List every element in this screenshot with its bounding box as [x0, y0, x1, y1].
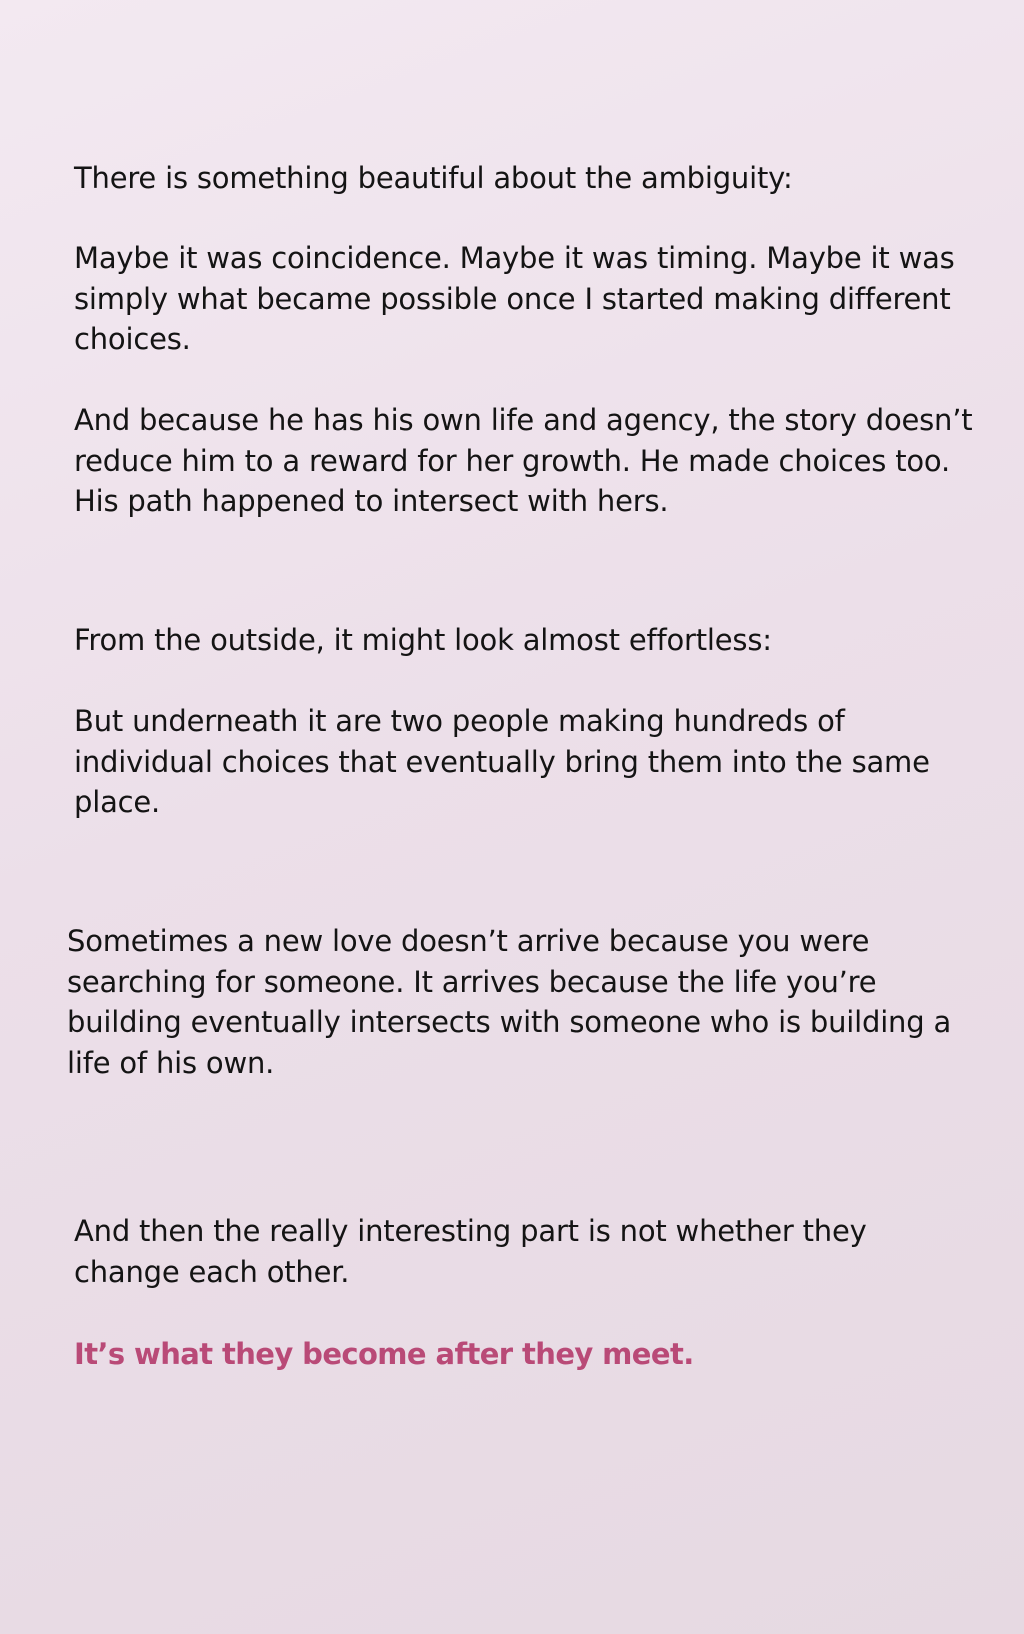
paragraph-ambiguity-intro: There is something beautiful about the ambiguity:	[74, 161, 793, 195]
paragraph-new-love: Sometimes a new love doesn’t arrive because you were searching for someone. It arrives because the life you’re building eventually intersects with someone who is building a life of his own.	[67, 924, 952, 1080]
paragraph-interesting-part: And then the really interesting part is not whether they change each other.	[74, 1214, 867, 1289]
paragraph-effortless: From the outside, it might look almost effortless:	[74, 623, 772, 657]
paragraph-his-agency: And because he has his own life and agency, the story doesn’t reduce him to a reward for her growth. He made choices too. His path happened to intersect with hers.	[74, 403, 973, 518]
paragraph-individual-choices: But underneath it are two people making hundreds of individual choices that eventually bring them into the same place.	[74, 704, 930, 819]
paragraph-maybe-coincidence: Maybe it was coincidence. Maybe it was timing. Maybe it was simply what became possible once I started making different choices.	[74, 241, 955, 356]
highlight-closing-line: It’s what they become after they meet.	[74, 1337, 694, 1371]
